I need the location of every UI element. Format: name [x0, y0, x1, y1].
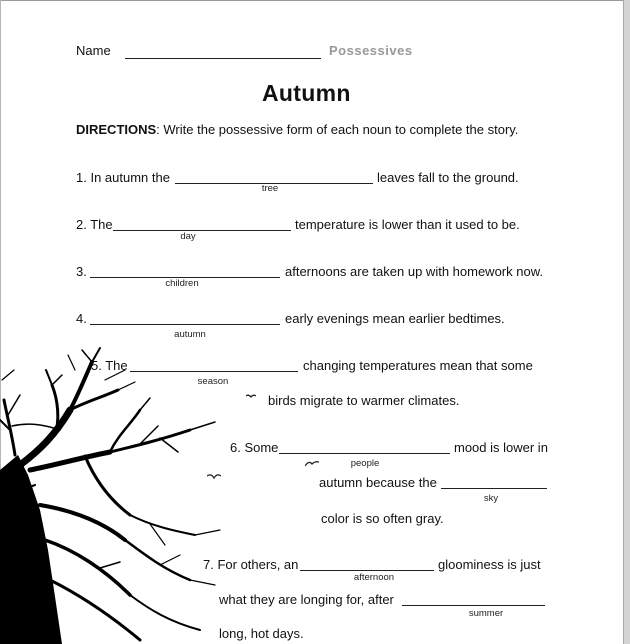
- item-2-after: temperature is lower than it used to be.: [295, 217, 520, 232]
- item-5-hint: season: [197, 376, 229, 387]
- page-border-top: [0, 0, 630, 1]
- item-7-hint: afternoon: [353, 572, 395, 583]
- item-7-hint-2: summer: [468, 608, 504, 619]
- item-7-answer-blank[interactable]: [300, 570, 434, 571]
- item-5-before: 5. The: [91, 358, 128, 373]
- scrollbar[interactable]: [623, 0, 630, 644]
- item-6-answer-blank[interactable]: [279, 453, 450, 454]
- item-7-after: gloominess is just: [438, 557, 541, 572]
- item-6-after: mood is lower in: [454, 440, 548, 455]
- name-label: Name: [76, 43, 111, 58]
- bird-icon: [305, 460, 319, 468]
- directions: [76, 122, 518, 138]
- item-5-line2: birds migrate to warmer climates.: [268, 393, 460, 408]
- item-5-after: changing temperatures mean that some: [303, 358, 533, 373]
- item-6-hint: people: [350, 458, 380, 469]
- item-1-hint: tree: [261, 183, 279, 194]
- worksheet-topic: Possessives: [329, 43, 413, 58]
- directions-label: DIRECTIONS: [76, 122, 157, 137]
- item-7-line3: long, hot days.: [219, 626, 304, 641]
- item-7-answer-blank-2[interactable]: [402, 605, 545, 606]
- item-6-hint-2: sky: [483, 493, 499, 504]
- item-6-line3: color is so often gray.: [321, 511, 444, 526]
- item-4-hint: autumn: [174, 329, 206, 340]
- item-4-answer-blank[interactable]: [90, 324, 280, 325]
- item-6-answer-blank-2[interactable]: [441, 488, 547, 489]
- item-2-before: 2. The: [76, 217, 113, 232]
- item-3-before: 3.: [76, 264, 87, 279]
- page-title: Autumn: [262, 80, 351, 106]
- item-1-after: leaves fall to the ground.: [377, 170, 519, 185]
- item-4-after: early evenings mean earlier bedtimes.: [285, 311, 505, 326]
- item-7-line2: what they are longing for, after: [219, 592, 394, 607]
- item-4-before: 4.: [76, 311, 87, 326]
- bird-icon: [246, 394, 256, 400]
- item-7-before: 7. For others, an: [203, 557, 299, 572]
- item-1-before: 1. In autumn the: [76, 170, 170, 185]
- item-2-hint: day: [180, 231, 196, 242]
- tree-silhouette-icon: [0, 340, 240, 644]
- item-6-before: 6. Some: [230, 440, 279, 455]
- directions-text: : Write the possessive form of each noun to complete the story.: [156, 122, 519, 137]
- item-6-line2: autumn because the: [319, 475, 437, 490]
- item-3-hint: children: [165, 278, 199, 289]
- name-field[interactable]: [125, 58, 321, 59]
- item-3-after: afternoons are taken up with homework now.: [285, 264, 543, 279]
